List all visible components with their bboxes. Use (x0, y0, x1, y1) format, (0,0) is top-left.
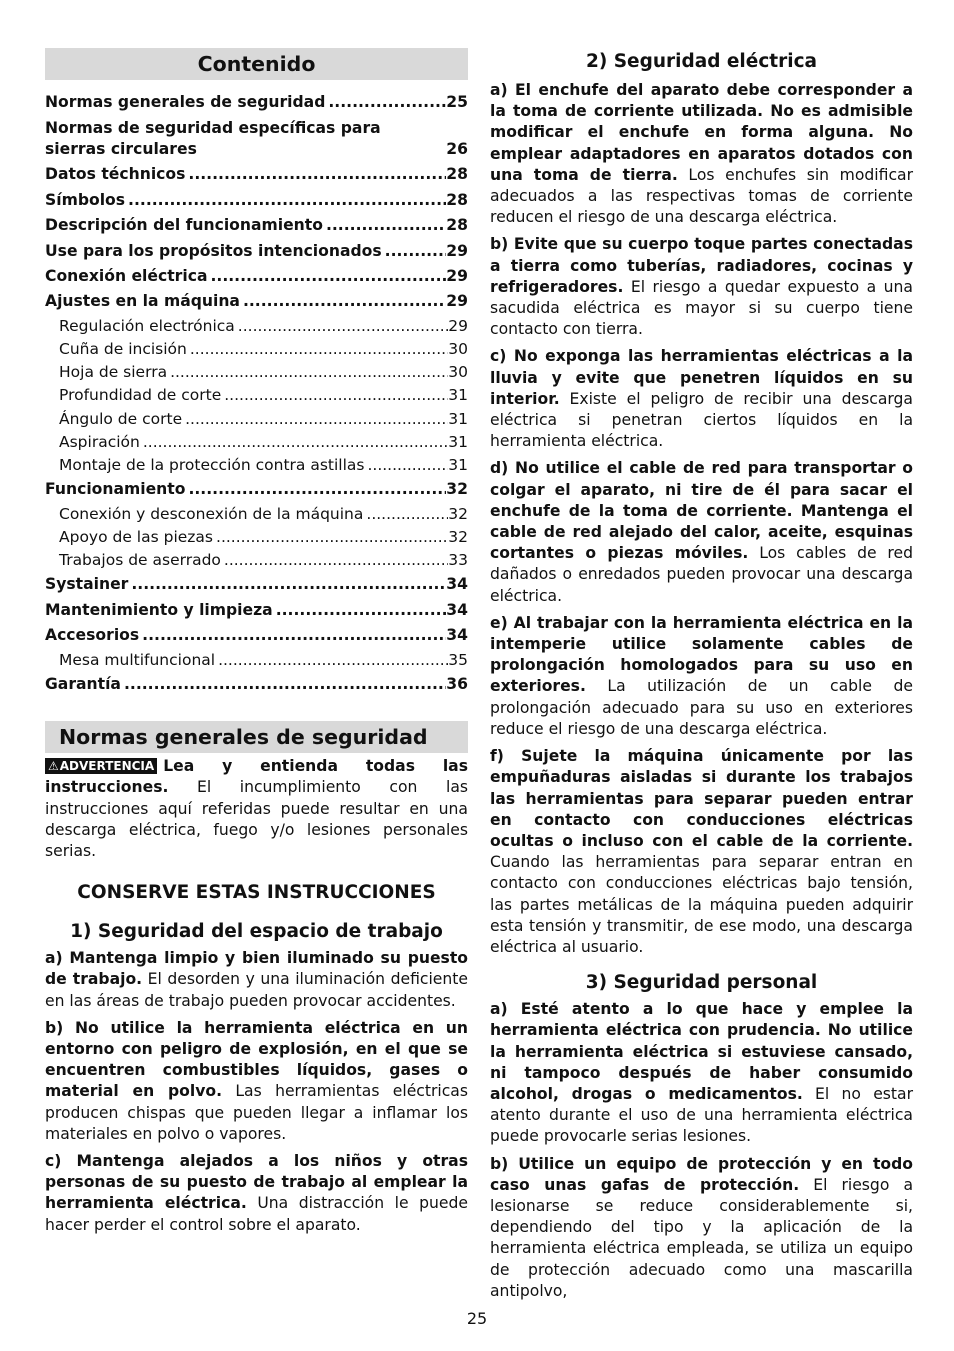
toc-subentry[interactable]: Cuña de incisión ..... 30 (45, 338, 468, 361)
work-area-heading: 1) Seguridad del espacio de trabajo (70, 921, 443, 943)
work-area-rule-a: a) Mantenga limpio y bien iluminado su puesto de trabajo. El desorden y una iluminación deficiente en las áreas de trabajo pueden provocar accidentes. (45, 949, 468, 1010)
general-safety-heading: Normas generales de seguridad (45, 721, 468, 753)
toc-entry[interactable]: Mantenimiento y limpieza ..... 34 (45, 598, 468, 623)
toc-subentry[interactable]: Aspiración ..... 31 (45, 431, 468, 454)
electrical-rule-c: c) No exponga las herramientas eléctricas a la lluvia y evite que penetren líquidos en su interior. Existe el peligro de recibir una descarga eléctrica si penetran ciertos líquidos en la herramienta eléctrica. (490, 347, 913, 451)
work-area-rule-c: c) Mantenga alejados a los niños y otras personas de su puesto de trabajo al emplear la herramienta eléctrica. Una distracción le puede hacer perder el control sobre el aparato. (45, 1151, 468, 1234)
electrical-rule-e: e) Al trabajar con la herramienta eléctrica en la intemperie utilice solamente cables de prolongación homologados para su uso en exteriores. La utilización de un cable de prolongación adecuado para su uso en exteriores reduce el riesgo de una descarga eléctrica. (490, 613, 913, 738)
electrical-safety-heading: 2) Seguridad eléctrica (585, 51, 818, 72)
toc-entry[interactable]: Funcionamiento ..... 32 (45, 477, 468, 502)
conserve-instructions-heading: CONSERVE ESTAS INSTRUCCIONES (77, 882, 436, 904)
toc-entry[interactable]: Normas de seguridad específicas para sierras circulares 26 (45, 119, 468, 159)
toc-subentry[interactable]: Hoja de sierra ..... 30 (45, 361, 468, 384)
toc-subentry[interactable]: Regulación electrónica ..... 29 (45, 315, 468, 338)
toc-subentry[interactable]: Apoyo de las piezas ..... 32 (45, 526, 468, 549)
toc-entry[interactable]: Ajustes en la máquina ..... 29 (45, 289, 468, 314)
right-column (490, 48, 913, 1308)
electrical-rule-d: d) No utilice el cable de red para transportar o colgar el aparato, ni tire de él para sacar el enchufe de la toma de corriente. Mantenga el cable de red alejado del calor, aceite, esquinas cortantes o piezas móviles. Los cables de red dañados o enredados pueden provocar una descarga eléctrica. (490, 459, 913, 605)
warning-badge: ⚠ADVERTENCIA (45, 758, 157, 774)
toc-entry[interactable]: Accesorios ..... 34 (45, 623, 468, 648)
toc-subentry[interactable]: Montaje de la protección contra astillas ..... 31 (45, 454, 468, 477)
toc-entry[interactable]: Conexión eléctrica ..... 29 (45, 264, 468, 289)
toc-entry[interactable]: Normas generales de seguridad ..... 25 (45, 90, 468, 115)
electrical-rule-f: f) Sujete la máquina únicamente por las empuñaduras aisladas si durante los trabajos las herramientas para separar pueden entrar en contacto con conducciones eléctricas ocultas o incluso con el cable de la corriente. Cuando las herramientas para separar entran en contacto con conducciones eléctricas bajo tensión, las partes metálicas de la máquina pueden adquirir esta tensión y transmitir, de ese modo, una descarga eléctrica al usuario. (490, 747, 913, 956)
toc-entry[interactable]: Datos téchnicos ..... 28 (45, 162, 468, 187)
toc-entry[interactable]: Use para los propósitos intencionados ..... 29 (45, 239, 468, 264)
electrical-rule-b: b) Evite que su cuerpo toque partes conectadas a tierra como tuberías, radiadores, cocinas y refrigeradores. El riesgo a quedar expuesto a una sacudida eléctrica es mayor si su cuerpo tiene contacto con tierra. (490, 235, 913, 339)
personal-rule-a: a) Esté atento a lo que hace y emplee la herramienta eléctrica con prudencia. No utilice la herramienta eléctrica si estuviese cansado, ni tampoco después de haber consumido alcohol, drogas o medicamentos. El no estar atento durante el uso de una herramienta eléctrica puede provocarle serias lesiones. (490, 1000, 913, 1146)
page-number: 25 (466, 1309, 488, 1328)
toc-entry[interactable]: Systainer ..... 34 (45, 572, 468, 597)
toc-entry[interactable]: Descripción del funcionamiento ..... 28 (45, 213, 468, 238)
toc-subentry[interactable]: Trabajos de aserrado ..... 33 (45, 549, 468, 572)
toc-entry[interactable]: Símbolos ..... 28 (45, 188, 468, 213)
toc-subentry[interactable]: Ángulo de corte ..... 31 (45, 408, 468, 431)
personal-rule-b: b) Utilice un equipo de protección y en todo caso unas gafas de protección. El riesgo a lesionarse se reduce considerablemente si, dependiendo del tipo y la aplicación de la herramienta eléctrica empleada, se utiliza un equipo de protección adecuado como una mascarilla antipolvo, (490, 1154, 914, 1300)
left-column (45, 48, 468, 1242)
toc-subentry[interactable]: Mesa multifuncional ..... 35 (45, 649, 468, 672)
work-area-rule-b: b) No utilice la herramienta eléctrica en un entorno con peligro de explosión, en el que se encuentren combustibles líquidos, gases o material en polvo. Las herramientas eléctricas producen chispas que pueden llegar a inflamar los materiales en polvo o vapores. (45, 1018, 468, 1143)
toc-subentry[interactable]: Profundidad de corte ..... 31 (45, 384, 468, 407)
toc-title: Contenido (45, 48, 468, 80)
toc-entry[interactable]: Garantía ..... 36 (45, 672, 468, 697)
personal-safety-heading: 3) Seguridad personal (585, 972, 818, 994)
electrical-rule-a: a) El enchufe del aparato debe corresponder a la toma de corriente utilizada. No es admisible modificar el enchufe en forma alguna. No emplear adaptadores en aparatos dotados con una toma de tierra. Los enchufes sin modificar adecuados a las respectivas tomas de corriente reducen el riesgo de una descarga eléctrica. (490, 81, 913, 227)
warning-triangle-icon: ⚠ (48, 759, 59, 774)
warning-paragraph: ⚠ADVERTENCIA Lea y entienda todas las instrucciones. El incumplimiento con las instrucciones aquí referidas puede resultar en una descarga eléctrica, fuego y/o lesiones personales serias. (45, 757, 468, 860)
table-of-contents (45, 90, 468, 697)
toc-subentry[interactable]: Conexión y desconexión de la máquina ..... 32 (45, 503, 468, 526)
